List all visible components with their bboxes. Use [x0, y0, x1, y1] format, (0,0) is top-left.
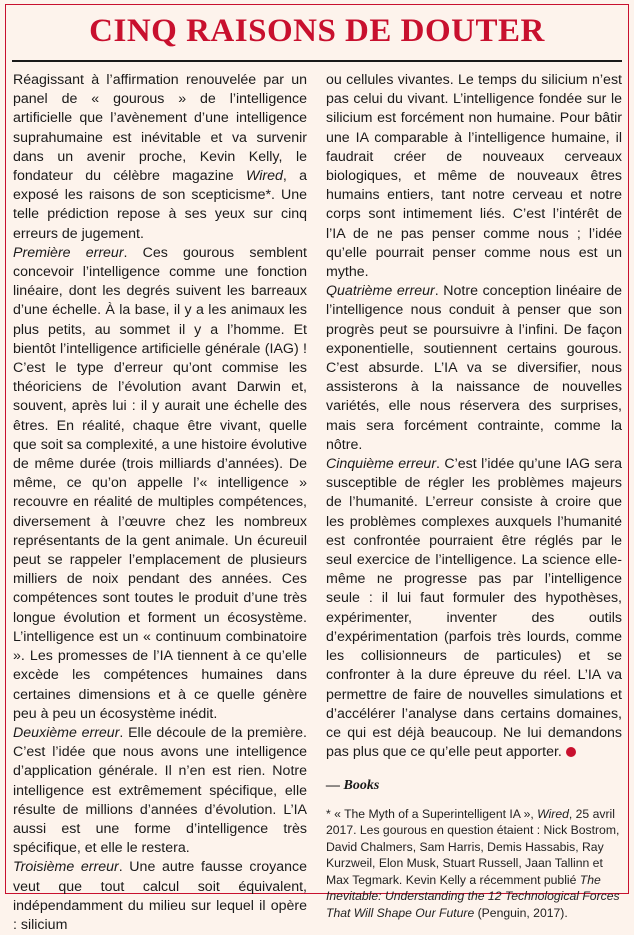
intro-text-1: Réagissant à l’affirmation renouvelée par un panel de « gourous » de l’intelligence artificielle que l’avènement d’une intelligence suprahumaine est inévitable et va survenir dans un avenir proche, Kevin Kelly, le fondateur du célèbre magazine	[13, 72, 307, 185]
footnote-book-title: The Inevitable: Understanding the 12 Technological Forces That Will Shape Our Future	[326, 872, 620, 921]
error-1-paragraph	[13, 244, 307, 724]
error-4-label: Quatrième erreur	[326, 283, 435, 300]
title-divider	[12, 60, 622, 62]
footnote	[326, 806, 622, 922]
error-1-label: Première erreur	[13, 244, 124, 261]
error-3-label: Troisième erreur	[13, 859, 119, 876]
intro-text-2: , a exposé les raisons de son scepticisme*. Une telle prédiction repose à ses yeux sur cinq erreurs de jugement.	[13, 168, 307, 242]
error-2-paragraph	[13, 724, 307, 858]
intro-paragraph	[13, 71, 307, 244]
source-credit: — Books	[326, 778, 380, 794]
intro-magazine: Wired	[245, 168, 283, 185]
error-3-continued: ou cellules vivantes. Le temps du silicium n’est pas celui du vivant. L’intelligence fondée sur le silicium est forcément non humaine. Pour bâtir une IA comparable à l’intelligence humaine, il faudrait créer de nouveaux cerveaux biologiques, et même de nouveaux êtres humains entiers, tant notre cerveau et notre corps sont intimement liés. C’est l’intérêt de l’IA de ne pas penser comme nous ; l’idée qu’elle pourrait penser comme nous est un mythe.	[326, 72, 622, 281]
error-4-text: . Notre conception linéaire de l’intelligence nous conduit à penser que son progrès peut se poursuivre à l’infini. De façon exponentielle, soutiennent certains gourous. C’est absurde. L’IA va se diversifier, nous assisterons à la naissance de nouvelles variétés, elle nous réservera des surprises, mais sera forcément contrainte, comme la nôtre.	[326, 283, 622, 453]
article-title: CINQ RAISONS DE DOUTER	[89, 13, 545, 49]
error-3-text: . Une autre fausse croyance veut que tout calcul soit équivalent, indépendamment du milieu sur lequel il opère : silicium	[13, 859, 307, 933]
end-dot-icon	[566, 747, 576, 757]
article-box	[5, 4, 629, 933]
error-5-text: . C’est l’idée qu’une IAG sera susceptible de régler les problèmes majeurs de l’humanité. L’erreur consiste à croire que les problèmes complexes auxquels l’humanité est confrontée pourraient être réglés par le seul exercice de l’intelligence. La science elle-même ne progresse pas par l’intelligence seule : il lui faut formuler des hypothèses, expérimenter, inventer des outils d’expérimentation (parfois très lourds, comme les collisionneurs de particules) et se confronter à la dure épreuve du réel. L’IA va permettre de faire de nouvelles simulations et d’accélérer l’analyse dans certains domaines, ce qui est déjà beaucoup. Ne lui demandons pas plus que ce qu’elle peut apporter.	[326, 456, 622, 761]
footnote-magazine: Wired	[537, 806, 569, 821]
error-5-paragraph	[326, 455, 622, 762]
footnote-text-2: , 25 avril 2017. Les gourous en question étaient : Nick Bostrom, David Chalmers, Sam Harris, Demis Hassabis, Ray Kurzweil, Elon Musk, Stuart Russell, Jaan Tallinn et Max Tegmark. Kevin Kelly a récemment publié	[326, 806, 620, 887]
footnote-text-3: (Penguin, 2017).	[474, 906, 568, 921]
error-5-label: Cinquième erreur	[326, 456, 437, 473]
error-2-label: Deuxième erreur	[13, 724, 120, 741]
error-3-paragraph	[13, 858, 307, 935]
right-column	[326, 71, 622, 922]
left-column	[13, 71, 307, 935]
footnote-text-1: * « The Myth of a Superintelligent IA »,	[326, 806, 538, 821]
error-2-text: . Elle découle de la première. C’est l’idée que nous avons une intelligence d’application générale. Il n’en est rien. Notre intelligence est extrêmement spécifique, elle résulte de millions d’années d’évolution. L’IA aussi est une forme d’intelligence très spécifique, et elle le restera.	[13, 724, 307, 857]
error-1-text: . Ces gourous semblent concevoir l’intelligence comme une fonction linéaire, dont les degrés suivent les barreaux d’une échelle. À la base, il y a les animaux les plus petits, au sommet il y a l’homme. Et bientôt l’intelligence artificielle générale (IAG) ! C’est le type d’erreur qu’ont commise les théoriciens de l’évolution avant Darwin et, souvent, après lui : il y aurait une échelle des êtres. En réalité, chaque être vivant, quelle que soit sa complexité, a une histoire évolutive de même durée (trois milliards d’années). De même, ce qu’on appelle l’« intelligence » recouvre en réalité de multiples compétences, diversement à l’œuvre chez les nombreux représentants de la gent animale. Un écureuil peut se rappeler l’emplacement de plusieurs milliers de noix pendant des années. Ces compétences sont toutes le produit d’une très longue évolution et forment un écosystème. L’intelligence est un « continuum combinatoire ». Les promesses de l’IA tiennent à ce qu’elle excède les compétences humaines dans certaines dimensions et à ce quelle génère peu à peu un écosystème inédit.	[13, 244, 307, 722]
error-4-paragraph	[326, 282, 622, 455]
